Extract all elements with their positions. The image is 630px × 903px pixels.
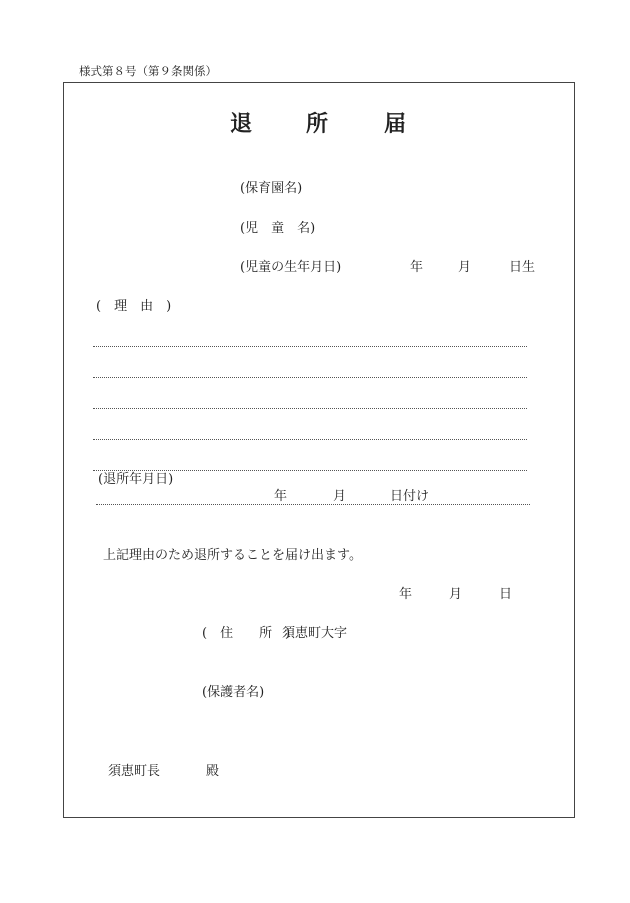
address-value: 須恵町大字 [282, 626, 348, 641]
address-label: ( 住 所 ) [202, 626, 291, 641]
title-char-2: 所 [306, 111, 329, 137]
submission-month-unit: 月 [449, 587, 463, 602]
withdrawal-year-unit: 年 [274, 489, 288, 504]
reason-line-3 [93, 408, 527, 409]
reason-line-4 [93, 439, 527, 440]
submission-day-unit: 日 [499, 587, 513, 602]
birth-month-unit: 月 [458, 260, 472, 275]
form-number: 様式第８号（第９条関係） [79, 64, 217, 78]
withdrawal-day-unit: 日付け [390, 489, 430, 504]
reason-line-5 [93, 470, 527, 471]
form-frame [63, 82, 575, 818]
withdrawal-date-label: (退所年月日) [98, 472, 174, 487]
reason-label: ( 理 由 ) [96, 299, 172, 314]
birth-day-unit: 日生 [509, 260, 536, 275]
nursery-name-label: (保育園名) [240, 181, 303, 196]
submission-year-unit: 年 [399, 587, 413, 602]
birth-year-unit: 年 [410, 260, 424, 275]
birthdate-label: (児童の生年月日) [240, 260, 342, 275]
addressee-name: 須恵町長 [108, 764, 161, 779]
reason-line-2 [93, 377, 527, 378]
withdrawal-month-unit: 月 [333, 489, 347, 504]
title-char-1: 退 [230, 111, 253, 137]
form-title [0, 113, 630, 137]
withdrawal-date-line [96, 504, 530, 505]
child-name-label: (児 童 名) [240, 221, 316, 236]
guardian-name-label: (保護者名) [202, 685, 265, 700]
declaration-text: 上記理由のため退所することを届け出ます。 [103, 548, 362, 563]
addressee-honorific: 殿 [206, 764, 220, 779]
reason-line-1 [93, 346, 527, 347]
title-char-3: 届 [384, 111, 407, 137]
